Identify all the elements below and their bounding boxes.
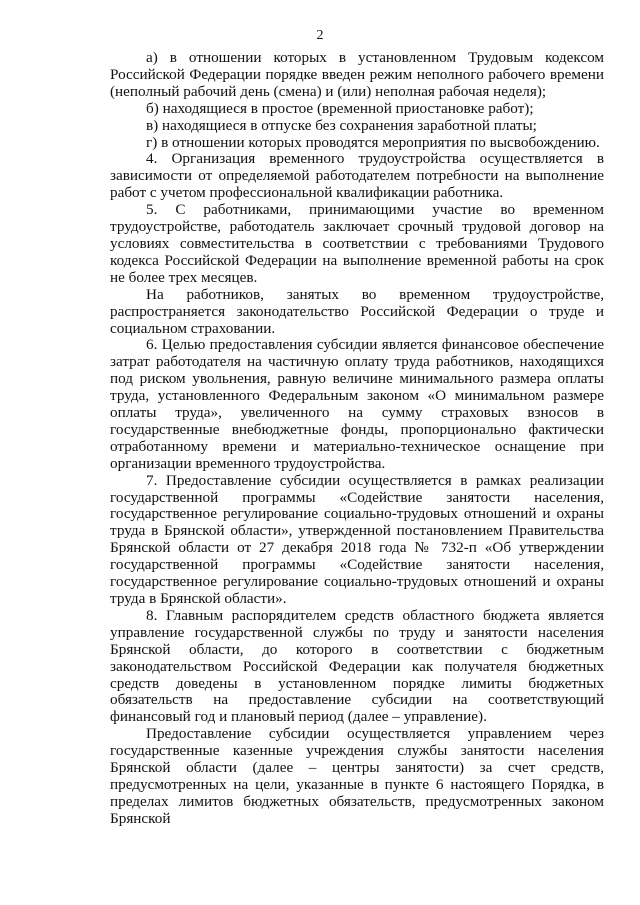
- paragraph-clause-8: 8. Главным распорядителем средств областного бюджета является управление государственной службы по труду и занятости населения Брянской области, до которого в соответствии с бюджетным законодательством Российской Федерации как получателя бюджетных средств доведены в установленном порядке лимиты бюджетных обязательств на предоставление субсидии на соответствующий финансовый год и плановый период (далее – управление).: [110, 606, 604, 726]
- paragraph-item-v: в) находящиеся в отпуске без сохранения заработной платы;: [146, 116, 537, 134]
- paragraph-clause-5: 5. С работниками, принимающими участие во временном трудоустройстве, работодатель заключает срочный трудовой договор на условиях совместительства в соответствии с требованиями Трудового кодекса Российской Федерации на выполнение временной работы на срок не более трех месяцев.: [110, 201, 604, 286]
- paragraph-clause-5-cont: На работников, занятых во временном трудоустройстве, распространяется законодательство Российской Федерации о труде и социальном страховании.: [110, 285, 604, 337]
- document-body: [110, 50, 604, 828]
- page-number: 2: [316, 28, 324, 43]
- paragraph-clause-4: 4. Организация временного трудоустройства осуществляется в зависимости от определяемой работодателем потребности на выполнение работ с учетом профессиональной квалификации работника.: [110, 150, 604, 202]
- paragraph-clause-8-cont: Предоставление субсидии осуществляется управлением через государственные казенные учреждения службы занятости населения Брянской области (далее – центры занятости) за счет средств, предусмотренных на цели, указанные в пункте 6 настоящего Порядка, в пределах лимитов бюджетных обязательств, предусмотренных законом Брянской: [110, 725, 604, 827]
- paragraph-item-a: а) в отношении которых в установленном Трудовым кодексом Российской Федерации порядке введен режим неполного рабочего времени (неполный рабочий день (смена) и (или) неполная рабочая неделя);: [110, 49, 604, 100]
- paragraph-item-g: г) в отношении которых проводятся мероприятия по высвобождению.: [146, 133, 600, 151]
- paragraph-clause-6: 6. Целью предоставления субсидии является финансовое обеспечение затрат работодателя на частичную оплату труда работников, находящихся под риском увольнения, равную величине минимального размера оплаты труда, установленного Федеральным законом «О минимальном размере оплаты труда», увеличенного на сумму страховых взносов в государственные внебюджетные фонды, пропорционально фактически отработанному времени и материально-техническое оснащение при организации временного трудоустройства.: [110, 336, 604, 472]
- paragraph-clause-7: 7. Предоставление субсидии осуществляется в рамках реализации государственной программы «Содействие занятости населения, государственное регулирование социально-трудовых отношений и охраны труда в Брянской области», утвержденной постановлением Правительства Брянской области от 27 декабря 2018 года № 732-п «Об утверждении государственной программы «Содействие занятости населения, государственное регулирование социально-трудовых отношений и охраны труда в Брянской области».: [110, 471, 604, 607]
- paragraph-item-b: б) находящиеся в простое (временной приостановке работ);: [146, 99, 534, 117]
